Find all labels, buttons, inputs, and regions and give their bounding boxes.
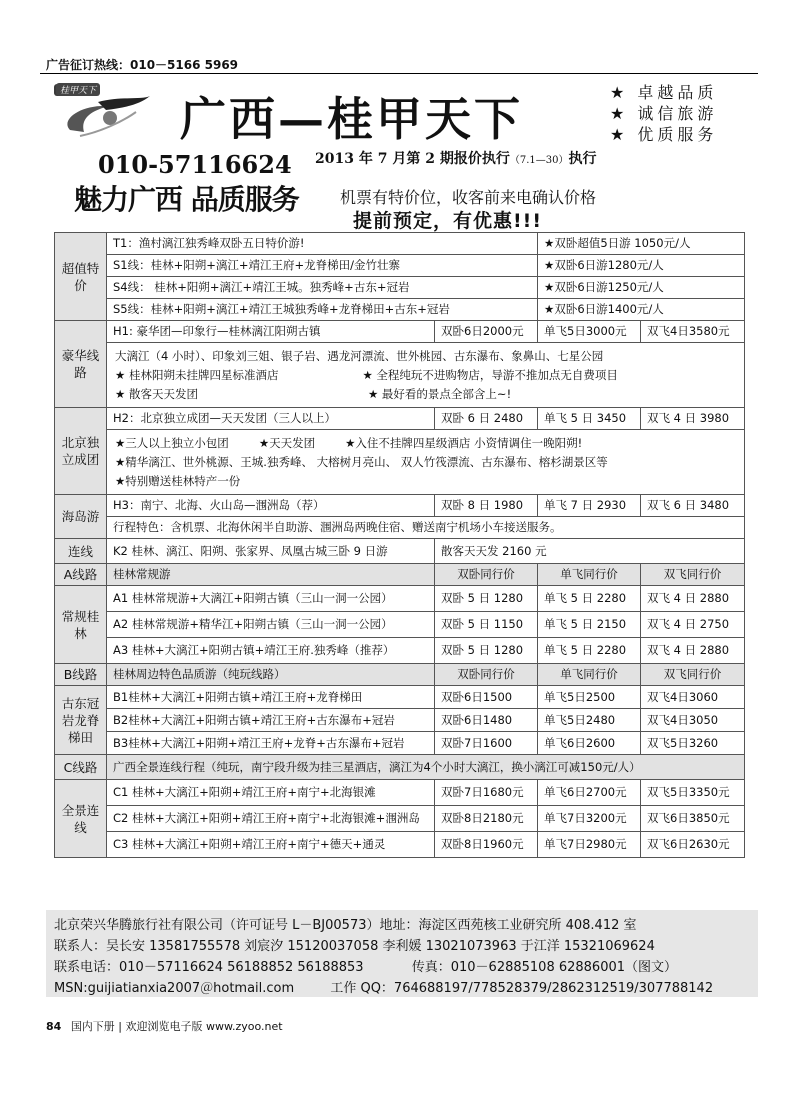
desc-line: [115, 434, 736, 453]
online-contacts: [54, 977, 721, 996]
table-row: [55, 539, 745, 564]
table-row: [55, 732, 745, 755]
desc-text: ★ 桂林阳朔未挂牌四星标准酒店: [115, 367, 279, 382]
route-price: 双卧6日2000元: [435, 321, 538, 343]
route-price: 双飞4日3060: [641, 686, 745, 709]
desc-text: ★ 散客天天发团: [115, 386, 198, 401]
route-price: ★双卧6日游1250元/人: [538, 277, 745, 299]
route-price: 双飞 4 日 2880: [641, 586, 745, 612]
catalog-link[interactable]: 国内下册 | 欢迎浏览电子版 www.zyoo.net: [70, 1020, 283, 1033]
route-price: 双飞 4 日 2880: [641, 638, 745, 664]
contact-phones: [54, 956, 685, 975]
route-name: C1 桂林+大漓江+阳朔+靖江王府+南宁+北海银滩: [107, 780, 435, 806]
route-price: 双卧8日1960元: [435, 832, 538, 858]
logo-text: 桂甲天下: [56, 83, 100, 96]
route-price: 单飞 7 日 2930: [538, 495, 641, 517]
desc-line: [115, 366, 736, 385]
route-price: 单飞 5 日 2280: [538, 586, 641, 612]
category-label: 连线: [55, 539, 107, 564]
desc-line: [115, 385, 736, 404]
route-description: [107, 343, 745, 408]
category-label: C线路: [55, 755, 107, 780]
route-price: 双飞5日3350元: [641, 780, 745, 806]
group-label: 常规桂林: [55, 586, 107, 664]
route-price: 双飞 6 日 3480: [641, 495, 745, 517]
route-description: [107, 430, 745, 495]
route-name: H3：南宁、北海、火山岛—涠洲岛（荐）: [107, 495, 435, 517]
top-divider: [40, 73, 758, 74]
route-name: S1线：桂林+阳朔+漓江+靖江王府+龙脊梯田/金竹壮寨: [107, 255, 538, 277]
table-row: [55, 780, 745, 806]
section-title: 广西全景连线行程（纯玩，南宁段升级为挂三星酒店，漓江为4个小时大漓江，换小漓江可减150元/人）: [107, 755, 745, 780]
page-title: 广西—桂甲天下: [180, 92, 523, 146]
category-label: 海岛游: [55, 495, 107, 539]
table-row: [55, 832, 745, 858]
table-row: [55, 321, 745, 343]
page-number: 84: [46, 1020, 62, 1033]
contact-persons: 联系人：吴长安 13581755578 刘宸汐 15120037058 李利媛 13021073963 于江洋 15321069624: [54, 939, 655, 954]
slogan-list: [610, 82, 717, 145]
desc-line: [115, 347, 736, 366]
route-name: B1桂林+大漓江+阳朔古镇+靖江王府+龙脊梯田: [107, 686, 435, 709]
route-name: K2 桂林、漓江、阳朔、张家界、凤凰古城三卧 9 日游: [107, 539, 435, 564]
route-name: S4线： 桂林+阳朔+漓江+靖江王城。独秀峰+古东+冠岩: [107, 277, 538, 299]
desc-text: ★三人以上独立小包团: [115, 435, 229, 450]
route-name: A2 桂林常规游+精华江+阳朔古镇（三山一洞一公园）: [107, 612, 435, 638]
route-price: 双飞4日3050: [641, 709, 745, 732]
table-row: [55, 709, 745, 732]
table-row: [55, 564, 745, 586]
ad-hotline: 广告征订热线：010－5166 5969: [46, 58, 239, 72]
route-price: ★双卧6日游1280元/人: [538, 255, 745, 277]
table-row: [55, 664, 745, 686]
route-price: 双飞 4 日 2750: [641, 612, 745, 638]
table-row: [55, 806, 745, 832]
column-header: 单飞同行价: [538, 564, 641, 586]
category-label: 豪华线路: [55, 321, 107, 408]
route-price: 单飞5日3000元: [538, 321, 641, 343]
route-name: A3 桂林+大漓江+阳朔古镇+靖江王府.独秀峰（推荐）: [107, 638, 435, 664]
route-name: A1 桂林常规游+大漓江+阳朔古镇（三山一洞一公园）: [107, 586, 435, 612]
slogan-item: ★ 诚信旅游: [610, 104, 718, 123]
brand-slogan: 魅力广西 品质服务: [74, 183, 299, 216]
route-price: 散客天天发 2160 元: [435, 539, 745, 564]
desc-text: ★ 全程纯玩不进购物店，导游不推加点无自费项目: [362, 367, 618, 382]
route-price: 双卧7日1680元: [435, 780, 538, 806]
route-price: 单飞 5 日 3450: [538, 408, 641, 430]
route-price: 双卧 5 日 1280: [435, 638, 538, 664]
table-row: [55, 233, 745, 255]
ticket-notice: 机票有特价位，收客前来电确认价格: [340, 188, 597, 207]
section-title: 桂林周边特色品质游（纯玩线路）: [107, 664, 435, 686]
route-price: ★双卧6日游1400元/人: [538, 299, 745, 321]
desc-line: [115, 453, 736, 472]
table-row: [55, 343, 745, 408]
route-price: 单飞6日2700元: [538, 780, 641, 806]
route-description: 行程特色：含机票、北海休闲半自助游、涠洲岛两晚住宿、赠送南宁机场小车接送服务。: [107, 517, 745, 539]
category-label: 北京独立成团: [55, 408, 107, 495]
table-row: [55, 255, 745, 277]
route-price: 双卧8日2180元: [435, 806, 538, 832]
desc-text: ★ 最好看的景点全部含上~!: [367, 386, 512, 401]
column-header: 双卧同行价: [435, 564, 538, 586]
table-row: [55, 277, 745, 299]
route-price: 双卧7日1600: [435, 732, 538, 755]
table-row: [55, 299, 745, 321]
category-label: A线路: [55, 564, 107, 586]
table-row: [55, 408, 745, 430]
route-price: 双卧6日1480: [435, 709, 538, 732]
route-name: H2：北京独立成团—天天发团（三人以上）: [107, 408, 435, 430]
period-main: 2013 年 7 月第 2 期报价执行: [315, 151, 510, 167]
route-price: ★双卧超值5日游 1050元/人: [538, 233, 745, 255]
table-row: [55, 638, 745, 664]
desc-text: ★精华漓江、世外桃源、王城.独秀峰、 大榕树月亮山、 双人竹筏漂流、古东瀑布、榕杉湖景区等: [115, 454, 608, 469]
company-info: 北京荣兴华腾旅行社有限公司（许可证号 L－BJ00573）地址：海淀区西苑核工业研究所 408.412 室: [54, 918, 637, 933]
table-row: [55, 686, 745, 709]
column-header: 双卧同行价: [435, 664, 538, 686]
route-price: 单飞7日3200元: [538, 806, 641, 832]
route-name: T1：渔村漓江独秀峰双卧五日特价游!: [107, 233, 538, 255]
table-row: [55, 517, 745, 539]
phone-numbers: 联系电话：010－57116624 56188852 56188853: [54, 960, 364, 975]
route-price: 双飞6日2630元: [641, 832, 745, 858]
desc-text: ★入住不挂牌四星级酒店 小资情调住一晚阳朔!: [345, 435, 583, 450]
desc-line: [115, 472, 736, 491]
group-label: 古东冠岩龙脊梯田: [55, 686, 107, 755]
route-price: 单飞 5 日 2150: [538, 612, 641, 638]
route-price: 单飞5日2480: [538, 709, 641, 732]
route-price: 双飞4日3580元: [641, 321, 745, 343]
contact-footer: [46, 910, 758, 997]
route-price: 双飞6日3850元: [641, 806, 745, 832]
table-row: [55, 495, 745, 517]
page-footer: [46, 1018, 283, 1034]
route-price: 双卧6日1500: [435, 686, 538, 709]
table-row: [55, 612, 745, 638]
route-price: 双卧 5 日 1150: [435, 612, 538, 638]
group-label: 全景连线: [55, 780, 107, 858]
desc-text: ★特别赠送桂林特产一份: [115, 473, 241, 488]
route-name: S5线：桂林+阳朔+漓江+靖江王城独秀峰+龙脊梯田+古东+冠岩: [107, 299, 538, 321]
msn-account: MSN:guijiatianxia2007＠hotmail.com: [54, 981, 295, 996]
fax-numbers: 传真：010－62885108 62886001（图文）: [411, 960, 678, 975]
hotline-phone: 010-57116624: [98, 150, 292, 179]
period-dates: （7.1—30）: [509, 155, 569, 166]
desc-text: 大漓江（4 小时）、印象刘三姐、银子岩、遇龙河漂流、世外桃园、古东瀑布、象鼻山、七星公园: [115, 348, 604, 363]
period-tail: 执行: [568, 151, 597, 167]
route-price: 双卧 8 日 1980: [435, 495, 538, 517]
route-price: 单飞5日2500: [538, 686, 641, 709]
desc-text: ★天天发团: [258, 435, 316, 450]
route-name: B2桂林+大漓江+阳朔古镇+靖江王府+古东瀑布+冠岩: [107, 709, 435, 732]
route-name: B3桂林+大漓江+阳朔+靖江王府+龙脊+古东瀑布+冠岩: [107, 732, 435, 755]
slogan-item: ★ 卓越品质: [610, 83, 718, 102]
category-label: 超值特价: [55, 233, 107, 321]
price-period: [315, 148, 596, 168]
route-name: C2 桂林+大漓江+阳朔+靖江王府+南宁+北海银滩+涠洲岛: [107, 806, 435, 832]
table-row: [55, 586, 745, 612]
book-early-banner: 提前预定，有优惠!!!: [353, 210, 542, 232]
route-name: C3 桂林+大漓江+阳朔+靖江王府+南宁+德天+通灵: [107, 832, 435, 858]
qq-accounts: 工作 QQ：764688197/778528379/2862312519/307788142: [330, 981, 714, 996]
route-price: 双飞 4 日 3980: [641, 408, 745, 430]
slogan-item: ★ 优质服务: [610, 125, 718, 144]
section-title: 桂林常规游: [107, 564, 435, 586]
route-price: 单飞7日2980元: [538, 832, 641, 858]
route-price: 双飞5日3260: [641, 732, 745, 755]
column-header: 双飞同行价: [641, 664, 745, 686]
route-price: 单飞6日2600: [538, 732, 641, 755]
column-header: 单飞同行价: [538, 664, 641, 686]
route-price: 单飞 5 日 2280: [538, 638, 641, 664]
route-price: 双卧 6 日 2480: [435, 408, 538, 430]
category-label: B线路: [55, 664, 107, 686]
route-price: 双卧 5 日 1280: [435, 586, 538, 612]
table-row: [55, 755, 745, 780]
table-row: [55, 430, 745, 495]
price-table: [54, 232, 745, 858]
route-name: H1: 豪华团—印象行—桂林漓江阳朔古镇: [107, 321, 435, 343]
column-header: 双飞同行价: [641, 564, 745, 586]
